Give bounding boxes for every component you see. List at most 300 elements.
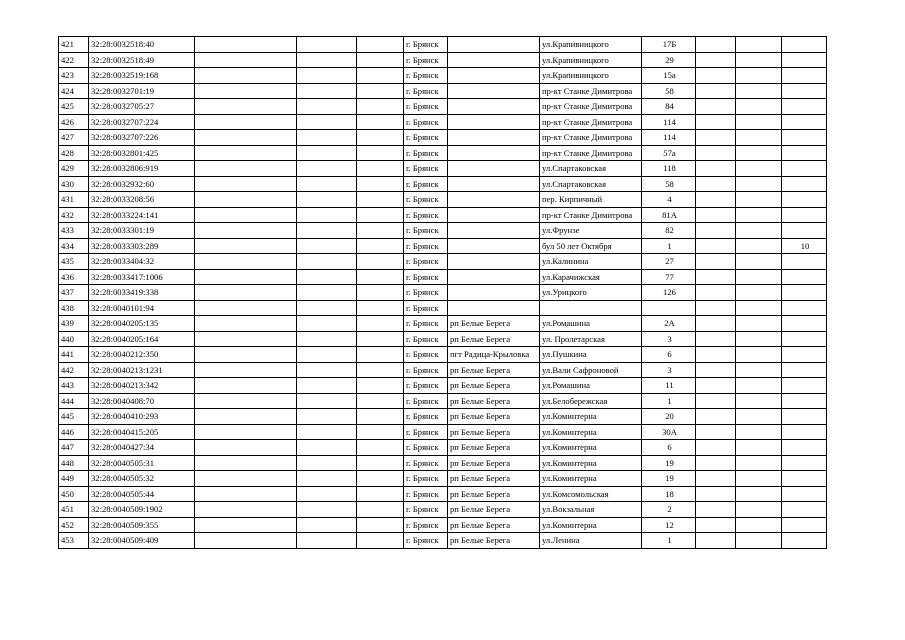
- cell-street: ул.Ленина: [540, 533, 642, 549]
- table-row: [59, 99, 827, 115]
- cell-empty: [357, 37, 404, 53]
- cell-street: пр-кт Станке Димитрова: [540, 130, 642, 146]
- cell-empty: [195, 285, 297, 301]
- cell-city: г. Брянск: [404, 254, 448, 270]
- cell-settlement: [448, 207, 540, 223]
- cell-empty: [195, 83, 297, 99]
- cell-empty: [696, 455, 736, 471]
- cell-empty: [736, 502, 782, 518]
- cell-empty: [195, 316, 297, 332]
- table-row: [59, 347, 827, 363]
- cell-settlement: [448, 300, 540, 316]
- cell-empty: [696, 83, 736, 99]
- cell-city: г. Брянск: [404, 486, 448, 502]
- cell-settlement: [448, 192, 540, 208]
- cell-extra: [782, 409, 827, 425]
- cell-city: г. Брянск: [404, 285, 448, 301]
- cell-city: г. Брянск: [404, 347, 448, 363]
- cell-number: 431: [59, 192, 89, 208]
- cell-empty: [736, 223, 782, 239]
- cell-number: 440: [59, 331, 89, 347]
- cell-empty: [357, 502, 404, 518]
- cell-empty: [736, 471, 782, 487]
- cell-extra: [782, 52, 827, 68]
- cell-empty: [736, 285, 782, 301]
- cell-empty: [297, 331, 357, 347]
- cell-street: ул. Пролетарская: [540, 331, 642, 347]
- cell-empty: [297, 393, 357, 409]
- cell-empty: [357, 176, 404, 192]
- cell-settlement: [448, 176, 540, 192]
- cell-empty: [297, 130, 357, 146]
- cell-empty: [357, 130, 404, 146]
- cell-house: 18: [642, 486, 696, 502]
- cell-street: ул.Комсомольская: [540, 486, 642, 502]
- cell-empty: [195, 176, 297, 192]
- cell-empty: [195, 52, 297, 68]
- cell-cadastral-number: 32:28:0033303:289: [89, 238, 195, 254]
- cell-empty: [195, 300, 297, 316]
- cell-empty: [736, 316, 782, 332]
- cell-cadastral-number: 32:28:0032801:425: [89, 145, 195, 161]
- cell-empty: [297, 517, 357, 533]
- cell-empty: [297, 502, 357, 518]
- cell-cadastral-number: 32:28:0032519:168: [89, 68, 195, 84]
- cell-empty: [297, 145, 357, 161]
- cell-empty: [297, 440, 357, 456]
- cell-cadastral-number: 32:28:0040205:135: [89, 316, 195, 332]
- cell-empty: [357, 83, 404, 99]
- cell-extra: [782, 223, 827, 239]
- cell-number: 438: [59, 300, 89, 316]
- cell-empty: [696, 37, 736, 53]
- cell-street: ул.Коминтерна: [540, 517, 642, 533]
- cell-empty: [736, 378, 782, 394]
- cell-extra: [782, 471, 827, 487]
- cell-empty: [736, 362, 782, 378]
- cell-empty: [195, 533, 297, 549]
- cell-settlement: [448, 130, 540, 146]
- cell-empty: [357, 455, 404, 471]
- cell-number: 436: [59, 269, 89, 285]
- table-row: [59, 83, 827, 99]
- table-row: [59, 502, 827, 518]
- cell-empty: [696, 99, 736, 115]
- cell-house: 1: [642, 393, 696, 409]
- cell-empty: [736, 424, 782, 440]
- cell-empty: [297, 254, 357, 270]
- cell-house: 114: [642, 130, 696, 146]
- cell-empty: [357, 316, 404, 332]
- cell-settlement: [448, 145, 540, 161]
- cell-cadastral-number: 32:28:0040509:409: [89, 533, 195, 549]
- cell-house: 15а: [642, 68, 696, 84]
- cell-extra: [782, 161, 827, 177]
- cell-number: 435: [59, 254, 89, 270]
- cell-extra: [782, 145, 827, 161]
- cell-settlement: [448, 114, 540, 130]
- cell-empty: [195, 254, 297, 270]
- cell-street: ул.Коминтерна: [540, 440, 642, 456]
- cell-empty: [736, 192, 782, 208]
- cell-empty: [357, 52, 404, 68]
- cell-empty: [195, 455, 297, 471]
- cell-settlement: [448, 83, 540, 99]
- cell-street: ул.Ромашина: [540, 378, 642, 394]
- cell-city: г. Брянск: [404, 533, 448, 549]
- cell-empty: [195, 378, 297, 394]
- cell-empty: [696, 145, 736, 161]
- cell-empty: [357, 424, 404, 440]
- cell-cadastral-number: 32:28:0040509:355: [89, 517, 195, 533]
- cell-empty: [696, 300, 736, 316]
- table-row: [59, 161, 827, 177]
- cell-number: 427: [59, 130, 89, 146]
- cell-number: 423: [59, 68, 89, 84]
- cell-empty: [696, 130, 736, 146]
- cell-number: 426: [59, 114, 89, 130]
- cell-empty: [297, 99, 357, 115]
- cell-street: ул.Карачижская: [540, 269, 642, 285]
- cell-street: ул.Вокзальная: [540, 502, 642, 518]
- cell-empty: [736, 533, 782, 549]
- cell-cadastral-number: 32:28:0032932:60: [89, 176, 195, 192]
- cell-house: 58: [642, 83, 696, 99]
- cell-empty: [357, 533, 404, 549]
- cell-empty: [297, 192, 357, 208]
- cell-number: 433: [59, 223, 89, 239]
- cell-street: ул.Спартаковская: [540, 161, 642, 177]
- cell-settlement: [448, 254, 540, 270]
- cell-house: 17Б: [642, 37, 696, 53]
- cell-city: г. Брянск: [404, 316, 448, 332]
- cell-number: 421: [59, 37, 89, 53]
- cell-city: г. Брянск: [404, 161, 448, 177]
- cell-cadastral-number: 32:28:0040410:293: [89, 409, 195, 425]
- cell-house: 27: [642, 254, 696, 270]
- table-row: [59, 68, 827, 84]
- cell-empty: [357, 238, 404, 254]
- cell-empty: [696, 269, 736, 285]
- table-row: [59, 192, 827, 208]
- cell-house: 4: [642, 192, 696, 208]
- cell-street: пр-кт Станке Димитрова: [540, 99, 642, 115]
- table-row: [59, 130, 827, 146]
- cell-empty: [736, 37, 782, 53]
- table-row: [59, 424, 827, 440]
- cell-empty: [696, 223, 736, 239]
- cell-city: г. Брянск: [404, 130, 448, 146]
- cell-empty: [736, 114, 782, 130]
- table-row: [59, 285, 827, 301]
- cell-city: г. Брянск: [404, 300, 448, 316]
- table-row: [59, 114, 827, 130]
- cell-house: 19: [642, 455, 696, 471]
- cell-street: ул.Коминтерна: [540, 455, 642, 471]
- cell-city: г. Брянск: [404, 393, 448, 409]
- cell-empty: [195, 347, 297, 363]
- table-row: [59, 486, 827, 502]
- cell-number: 430: [59, 176, 89, 192]
- cell-empty: [736, 176, 782, 192]
- cell-empty: [195, 130, 297, 146]
- cell-empty: [696, 424, 736, 440]
- cell-empty: [357, 254, 404, 270]
- cell-empty: [696, 238, 736, 254]
- cell-empty: [696, 440, 736, 456]
- table-row: [59, 316, 827, 332]
- cell-extra: [782, 502, 827, 518]
- table-row: [59, 207, 827, 223]
- cell-settlement: [448, 68, 540, 84]
- cell-empty: [696, 533, 736, 549]
- cell-empty: [195, 207, 297, 223]
- cell-cadastral-number: 32:28:0032518:40: [89, 37, 195, 53]
- cell-empty: [357, 362, 404, 378]
- cell-house: 126: [642, 285, 696, 301]
- cell-street: пер. Кирпичный: [540, 192, 642, 208]
- table-row: [59, 362, 827, 378]
- cell-settlement: рп Белые Берега: [448, 424, 540, 440]
- cell-city: г. Брянск: [404, 502, 448, 518]
- cell-extra: [782, 362, 827, 378]
- cell-empty: [736, 347, 782, 363]
- cell-settlement: рп Белые Берега: [448, 502, 540, 518]
- cell-empty: [696, 502, 736, 518]
- table-row: [59, 254, 827, 270]
- cell-number: 452: [59, 517, 89, 533]
- cell-empty: [696, 393, 736, 409]
- table-row: [59, 37, 827, 53]
- cell-house: 1: [642, 238, 696, 254]
- cell-city: г. Брянск: [404, 145, 448, 161]
- cell-cadastral-number: 32:28:0040213:1231: [89, 362, 195, 378]
- cell-empty: [696, 161, 736, 177]
- cell-empty: [297, 52, 357, 68]
- cell-cadastral-number: 32:28:0032707:226: [89, 130, 195, 146]
- cell-empty: [195, 269, 297, 285]
- cell-extra: [782, 192, 827, 208]
- cell-number: 422: [59, 52, 89, 68]
- table-row: [59, 455, 827, 471]
- cell-street: ул.Белобережская: [540, 393, 642, 409]
- cell-empty: [357, 161, 404, 177]
- cell-house: 81А: [642, 207, 696, 223]
- table-body: [59, 37, 827, 549]
- cell-city: г. Брянск: [404, 68, 448, 84]
- cell-empty: [357, 331, 404, 347]
- cell-street: пр-кт Станке Димитрова: [540, 207, 642, 223]
- cell-cadastral-number: 32:28:0033208:56: [89, 192, 195, 208]
- cell-settlement: рп Белые Берега: [448, 362, 540, 378]
- cell-city: г. Брянск: [404, 99, 448, 115]
- cell-settlement: [448, 238, 540, 254]
- cell-empty: [696, 254, 736, 270]
- cell-cadastral-number: 32:28:0040213:342: [89, 378, 195, 394]
- cell-extra: [782, 99, 827, 115]
- cell-number: 443: [59, 378, 89, 394]
- cell-extra: [782, 424, 827, 440]
- cell-settlement: [448, 37, 540, 53]
- cell-empty: [357, 269, 404, 285]
- cell-empty: [195, 440, 297, 456]
- cell-house: 57а: [642, 145, 696, 161]
- cell-number: 439: [59, 316, 89, 332]
- cell-empty: [357, 145, 404, 161]
- cell-house: 3: [642, 362, 696, 378]
- cell-settlement: рп Белые Берега: [448, 316, 540, 332]
- cell-number: 441: [59, 347, 89, 363]
- cell-empty: [736, 52, 782, 68]
- cell-settlement: рп Белые Берега: [448, 455, 540, 471]
- cell-extra: [782, 486, 827, 502]
- cell-street: ул.Коминтерна: [540, 471, 642, 487]
- cell-empty: [297, 161, 357, 177]
- cell-settlement: рп Белые Берега: [448, 440, 540, 456]
- cell-empty: [696, 409, 736, 425]
- cadastral-registry-table: [58, 36, 827, 549]
- cell-empty: [297, 269, 357, 285]
- cell-cadastral-number: 32:28:0033404:32: [89, 254, 195, 270]
- table-row: [59, 145, 827, 161]
- cell-house: 30А: [642, 424, 696, 440]
- cell-street: ул.Коминтерна: [540, 409, 642, 425]
- cell-city: г. Брянск: [404, 440, 448, 456]
- cell-cadastral-number: 32:28:0040505:31: [89, 455, 195, 471]
- cell-number: 442: [59, 362, 89, 378]
- cell-house: 84: [642, 99, 696, 115]
- cell-street: ул.Вали Сафроновой: [540, 362, 642, 378]
- cell-settlement: [448, 223, 540, 239]
- cell-number: 449: [59, 471, 89, 487]
- cell-empty: [736, 440, 782, 456]
- cell-empty: [736, 130, 782, 146]
- cell-house: 6: [642, 440, 696, 456]
- cell-settlement: пгт Радица-Крыловка: [448, 347, 540, 363]
- cell-empty: [357, 114, 404, 130]
- cell-empty: [357, 223, 404, 239]
- cell-number: 432: [59, 207, 89, 223]
- cell-extra: [782, 533, 827, 549]
- cell-empty: [736, 68, 782, 84]
- cell-house: 3: [642, 331, 696, 347]
- cell-house: 29: [642, 52, 696, 68]
- cell-empty: [736, 517, 782, 533]
- cell-extra: [782, 285, 827, 301]
- cell-house: 77: [642, 269, 696, 285]
- cell-empty: [357, 347, 404, 363]
- cell-settlement: [448, 269, 540, 285]
- cell-cadastral-number: 32:28:0033224:141: [89, 207, 195, 223]
- cell-settlement: рп Белые Берега: [448, 378, 540, 394]
- cell-street: [540, 300, 642, 316]
- cell-empty: [297, 486, 357, 502]
- cell-empty: [696, 362, 736, 378]
- cell-city: г. Брянск: [404, 331, 448, 347]
- cell-empty: [696, 486, 736, 502]
- cell-street: пр-кт Станке Димитрова: [540, 83, 642, 99]
- cell-empty: [195, 37, 297, 53]
- cell-empty: [297, 207, 357, 223]
- cell-street: пр-кт Станке Димитрова: [540, 114, 642, 130]
- cell-empty: [195, 223, 297, 239]
- cell-house: 6: [642, 347, 696, 363]
- cell-empty: [195, 331, 297, 347]
- cell-empty: [297, 378, 357, 394]
- cell-house: 20: [642, 409, 696, 425]
- cell-settlement: рп Белые Берега: [448, 517, 540, 533]
- cell-empty: [297, 533, 357, 549]
- table-row: [59, 331, 827, 347]
- cell-empty: [297, 83, 357, 99]
- cell-empty: [736, 269, 782, 285]
- cell-extra: [782, 517, 827, 533]
- cell-empty: [195, 393, 297, 409]
- cell-empty: [195, 68, 297, 84]
- cell-empty: [736, 238, 782, 254]
- cell-number: 447: [59, 440, 89, 456]
- cell-extra: [782, 393, 827, 409]
- cell-empty: [195, 486, 297, 502]
- cell-empty: [696, 285, 736, 301]
- cell-number: 448: [59, 455, 89, 471]
- cell-house: [642, 300, 696, 316]
- cell-city: г. Брянск: [404, 269, 448, 285]
- cell-extra: 10: [782, 238, 827, 254]
- cell-house: 11: [642, 378, 696, 394]
- cell-city: г. Брянск: [404, 424, 448, 440]
- cell-empty: [297, 362, 357, 378]
- cell-extra: [782, 114, 827, 130]
- cell-house: 12: [642, 517, 696, 533]
- cell-street: ул.Пушкина: [540, 347, 642, 363]
- cell-cadastral-number: 32:28:0040415:205: [89, 424, 195, 440]
- cell-empty: [195, 424, 297, 440]
- cell-empty: [736, 300, 782, 316]
- cell-extra: [782, 130, 827, 146]
- cell-extra: [782, 176, 827, 192]
- cell-cadastral-number: 32:28:0040427:34: [89, 440, 195, 456]
- cell-empty: [357, 99, 404, 115]
- cell-extra: [782, 440, 827, 456]
- cell-empty: [357, 285, 404, 301]
- cell-empty: [195, 517, 297, 533]
- cell-street: ул.Фрунзе: [540, 223, 642, 239]
- cell-city: г. Брянск: [404, 362, 448, 378]
- cell-settlement: рп Белые Берега: [448, 331, 540, 347]
- cell-extra: [782, 378, 827, 394]
- cell-street: ул.Калинина: [540, 254, 642, 270]
- cell-street: ул.Крапивницкого: [540, 37, 642, 53]
- cell-number: 450: [59, 486, 89, 502]
- cell-number: 424: [59, 83, 89, 99]
- cell-empty: [297, 176, 357, 192]
- cell-extra: [782, 455, 827, 471]
- table-row: [59, 440, 827, 456]
- cell-empty: [195, 502, 297, 518]
- cell-settlement: рп Белые Берега: [448, 409, 540, 425]
- cell-empty: [297, 316, 357, 332]
- cell-empty: [357, 68, 404, 84]
- cell-settlement: рп Белые Берега: [448, 486, 540, 502]
- cell-settlement: [448, 285, 540, 301]
- cell-empty: [357, 300, 404, 316]
- cell-empty: [696, 114, 736, 130]
- cell-cadastral-number: 32:28:0040408:70: [89, 393, 195, 409]
- cell-cadastral-number: 32:28:0032806:919: [89, 161, 195, 177]
- cell-empty: [195, 114, 297, 130]
- cell-empty: [357, 409, 404, 425]
